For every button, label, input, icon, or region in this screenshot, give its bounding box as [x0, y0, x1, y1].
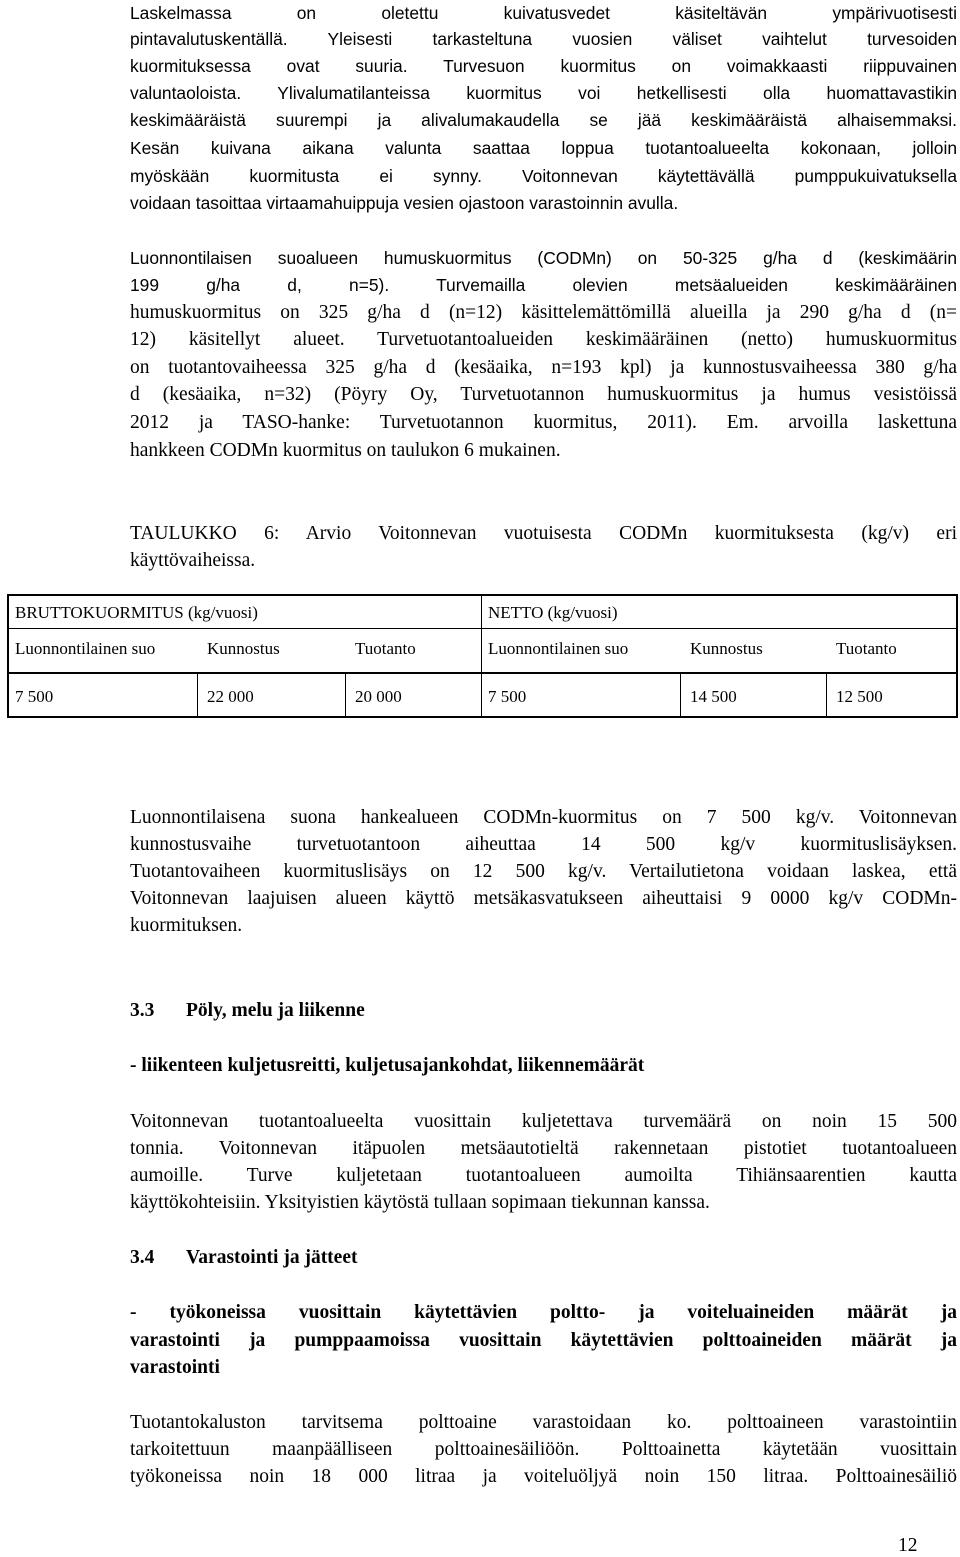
text-line: d (kesäaika, n=32) (Pöyry Oy, Turvetuotannon humuskuormitus ja humus vesistöissä: [130, 384, 957, 405]
text-line: Voitonnevan tuotantoalueelta vuosittain kuljetettava turvemäärä on noin 15 500: [130, 1111, 957, 1132]
section-number: 3.3: [130, 1000, 155, 1021]
table-cell: 20 000: [355, 687, 402, 706]
text-line: varastointi: [130, 1357, 220, 1378]
load-table: [7, 594, 958, 718]
table-divider: [197, 672, 198, 716]
table-cell: 22 000: [207, 687, 254, 706]
text-line: Kesän kuivana aikana valunta saattaa loppua tuotantoalueelta kokonaan, jolloin: [130, 138, 957, 158]
text-line: kuormituksen.: [130, 915, 243, 936]
table-column-header: Kunnostus: [207, 639, 280, 658]
text-line: on tuotantovaiheessa 325 g/ha d (kesäaika, n=193 kpl) ja kunnostusvaiheessa 380 g/ha: [130, 357, 957, 378]
table-divider: [481, 596, 482, 716]
text-line: käyttövaiheissa.: [130, 550, 256, 571]
text-line: humuskuormitus on 325 g/ha d (n=12) käsittelemättömillä alueilla ja 290 g/ha d (n=: [130, 302, 957, 323]
text-line: - työkoneissa vuosittain käytettävien poltto- ja voiteluaineiden määrät ja: [130, 1302, 957, 1323]
table-cell: 7 500: [15, 687, 54, 706]
table-cell: 14 500: [690, 687, 737, 706]
table-cell: 12 500: [836, 687, 883, 706]
section-number: 3.4: [130, 1247, 155, 1268]
text-line: voidaan tasoittaa virtaamahuippuja vesien ojastoon varastoinnin avulla.: [130, 193, 679, 213]
text-line: myöskään kuormitusta ei synny. Voitonnevan käytettävällä pumppukuivatuksella: [130, 166, 957, 186]
subheading-traffic: - liikenteen kuljetusreitti, kuljetusajankohdat, liikennemäärät: [130, 1055, 645, 1076]
section-heading-3-3: [130, 997, 957, 1024]
text-line: työkoneissa noin 18 000 litraa ja voiteluöljyä noin 150 litraa. Polttoainesäiliö: [130, 1466, 957, 1487]
text-line: 199 g/ha d, n=5). Turvemailla olevien metsäalueiden keskimääräinen: [130, 275, 957, 295]
text-line: käyttökohteisiin. Yksityistien käytöstä tullaan sopimaan tiekunnan kanssa.: [130, 1192, 710, 1213]
text-line: keskimääräistä suurempi ja alivalumakaudella se jää keskimääräistä alhaisemmaksi.: [130, 110, 957, 130]
text-line: kunnostusvaihe turvetuotantoon aiheuttaa 14 500 kg/v kuormituslisäyksen.: [130, 834, 957, 855]
table-divider: [826, 672, 827, 716]
section-title: Varastointi ja jätteet: [186, 1247, 358, 1268]
text-line: valuntaoloista. Ylivalumatilanteissa kuormitus voi hetkellisesti olla huomattavastikin: [130, 83, 957, 103]
table-divider: [345, 672, 346, 716]
table-column-header: Tuotanto: [836, 639, 897, 658]
section-heading-3-4: [130, 1244, 957, 1271]
table-rule: [9, 672, 956, 674]
text-line: aumoille. Turve kuljetetaan tuotantoalueen aumoilta Tihiänsaarentien kautta: [130, 1165, 957, 1186]
table-column-header: Luonnontilainen suo: [15, 639, 156, 658]
text-line: TAULUKKO 6: Arvio Voitonnevan vuotuisesta CODMn kuormituksesta (kg/v) eri: [130, 523, 957, 544]
table-cell: 7 500: [488, 687, 527, 706]
table-column-header: Luonnontilainen suo: [488, 639, 629, 658]
text-line: pintavalutuskentällä. Yleisesti tarkasteltuna vuosien väliset vaihtelut turvesoiden: [130, 29, 957, 49]
text-line: varastointi ja pumppaamoissa vuosittain käytettävien polttoaineiden määrät ja: [130, 1330, 957, 1351]
text-line: Luonnontilaisen suoalueen humuskuormitus (CODMn) on 50-325 g/ha d (keskimäärin: [130, 248, 957, 268]
text-line: Tuotantovaiheen kuormituslisäys on 12 500 kg/v. Vertailutietona voidaan laskea, että: [130, 861, 957, 882]
text-line: Voitonnevan laajuisen alueen käyttö metsäkasvatukseen aiheuttaisi 9 0000 kg/v CODMn-: [130, 888, 957, 909]
section-title: Pöly, melu ja liikenne: [186, 1000, 365, 1021]
text-line: kuormituksessa ovat suuria. Turvesuon kuormitus on voimakkaasti riippuvainen: [130, 56, 957, 76]
text-line: tarkoitettuun maanpäälliseen polttoainesäiliöön. Polttoainetta käytetään vuosittain: [130, 1439, 957, 1460]
text-line: Tuotantokaluston tarvitsema polttoaine varastoidaan ko. polttoaineen varastointiin: [130, 1412, 957, 1433]
text-line: tonnia. Voitonnevan itäpuolen metsäautotieltä rakennetaan pistotiet tuotantoalueen: [130, 1138, 957, 1159]
text-line: 2012 ja TASO-hanke: Turvetuotannon kuormitus, 2011). Em. arvoilla laskettuna: [130, 412, 957, 433]
text-line: Luonnontilaisena suona hankealueen CODMn-kuormitus on 7 500 kg/v. Voitonnevan: [130, 807, 957, 828]
table-group-header-gross: BRUTTOKUORMITUS (kg/vuosi): [15, 603, 258, 622]
text-line: hankkeen CODMn kuormitus on taulukon 6 mukainen.: [130, 440, 561, 461]
table-divider: [680, 672, 681, 716]
table-column-header: Tuotanto: [355, 639, 416, 658]
text-line: 12) käsitellyt alueet. Turvetuotantoalueiden keskimääräinen (netto) humuskuormitus: [130, 329, 957, 350]
text-line: Laskelmassa on oletettu kuivatusvedet käsiteltävän ympärivuotisesti: [130, 3, 957, 23]
table-column-header: Kunnostus: [690, 639, 763, 658]
table-rule: [9, 628, 956, 629]
page-number: 12: [898, 1535, 918, 1556]
table-group-header-net: NETTO (kg/vuosi): [488, 603, 618, 622]
